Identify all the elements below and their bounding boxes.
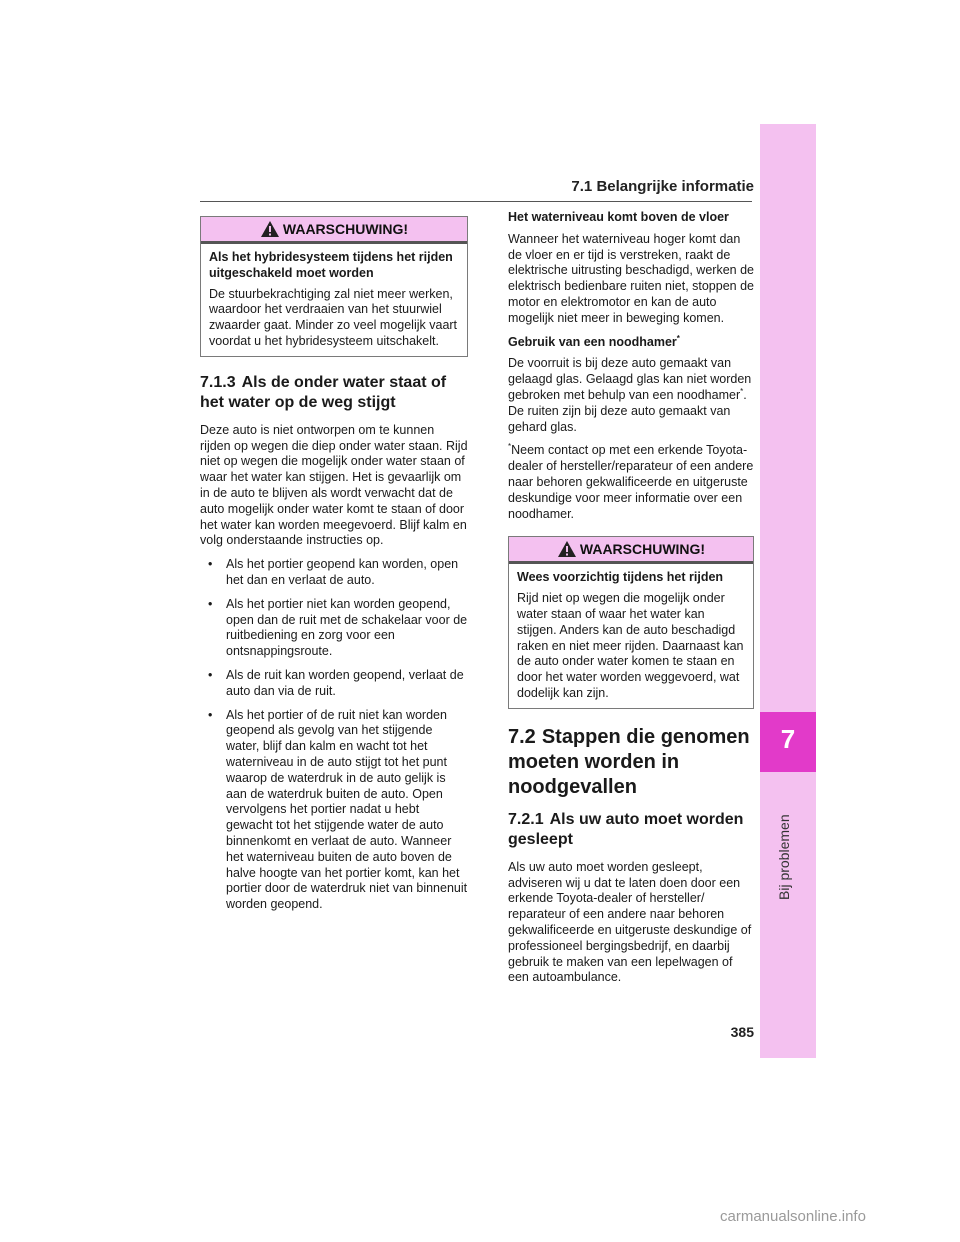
warning-box (508, 536, 754, 708)
header-divider (200, 201, 752, 202)
section-title: Als de onder water staat of het water op de weg stijgt (200, 373, 447, 411)
warning-body (509, 564, 753, 707)
hammer-text: De voorruit is bij deze auto gemaakt van gelaagd glas. Gelaagd glas kan niet worden gebroken met behulp van een noodhamer*. De ruiten zijn bij deze auto gemaakt van gehard glas. (508, 356, 752, 434)
left-column (200, 216, 468, 921)
warning-triangle-icon (260, 220, 280, 238)
warning-text: De stuurbekrachtiging zal niet meer werken, waardoor het verdraaien van het stuurwiel zwaarder gaat. Minder zo veel mogelijk vaart voordat u het hybridesysteem uitschakelt. (209, 286, 458, 348)
chapter-tab (760, 124, 816, 1058)
chapter-number: 7 (780, 724, 796, 754)
warning-box (200, 216, 468, 357)
warning-header (201, 217, 467, 244)
water-level-text: Wanneer het waterniveau hoger komt dan de vloer en er tijd is verstreken, raakt de elektrische uitrusting beschadigd, werken de elektrisch bedienbare ruiten niet, stoppen de motor en elektromotor en kan de auto mogelijk niet meer in beweging komen. (508, 231, 754, 325)
list-item: • Als de ruit kan worden geopend, verlaat de auto dan via de ruit. (208, 667, 464, 698)
hammer-footnote: *Neem contact op met een erkende Toyota-dealer of hersteller/reparateur of een andere naar behoren gekwalificeerde en uitgeruste deskundige voor meer informatie over een noodhamer. (508, 442, 754, 521)
warning-subtitle: Wees voorzichtig tijdens het rijden (517, 570, 724, 585)
section-number: 7.2 (508, 725, 536, 748)
warning-label: WAARSCHUWING! (282, 221, 409, 237)
section-text: Als uw auto moet worden gesleept, adviseren wij u dat te laten doen door een erkende Toyota-dealer of hersteller/ reparateur of een andere naar behoren gekwalificeerde en uitgeruste deskundige of professioneel bergingsbedrijf, en daarbij gebruik te maken van een lepelwagen of een autoambulance. (508, 859, 752, 985)
warning-header (509, 537, 753, 564)
chapter-label: Bij problemen (776, 814, 792, 900)
section-title: Stappen die genomen moeten worden in noodgevallen (508, 725, 750, 798)
warning-triangle-icon (557, 540, 577, 558)
list-item: • Als het portier geopend kan worden, open het dan en verlaat de auto. (208, 557, 459, 587)
hammer-subtitle: Gebruik van een noodhamer* (508, 333, 680, 349)
watermark: carmanualsonline.info (720, 1208, 866, 1225)
page-number: 385 (730, 1024, 754, 1040)
right-column (508, 210, 754, 994)
warning-body (201, 244, 467, 356)
list-item: • Als het portier niet kan worden geopend, open dan de ruit met de schakelaar voor de ruitbediening en zorg voor een ontsnappingsroute. (208, 596, 468, 659)
section-title: Als uw auto moet worden gesleept (508, 810, 744, 848)
instruction-list (200, 557, 468, 913)
section-heading-7-1-3 (200, 373, 468, 413)
water-level-subtitle: Het waterniveau komt boven de vloer (508, 210, 729, 224)
section-heading-7-2-1 (508, 810, 754, 850)
list-item: • Als het portier of de ruit niet kan worden geopend als gevolg van het stijgende water, blijf dan kalm en wacht tot het waterniveau in de auto stijgt tot het punt waarop de waterdruk in de auto gelijk is aan de waterdruk buiten de auto. Open vervolgens het portier nadat u hebt gewacht tot het stijgende water de auto binnenkomt en verlaat de auto. Wanneer het waterniveau buiten de auto boven de halve hoogte van het portier komt, kan het portier door de waterdruk niet van binnenuit worden geopend. (208, 707, 468, 912)
section-heading-7-2 (508, 725, 754, 800)
section-number: 7.1.3 (200, 373, 236, 391)
section-intro: Deze auto is niet ontworpen om te kunnen rijden op wegen die diep onder water staan. Rijd niet op wegen die mogelijk onder water staan of waar het water kan stijgen. Het is gevaarlijk om in de auto te blijven als wordt verwacht dat de auto mogelijk onder water komt te staan of door het water kan worden meegevoerd. Blijf kalm en volg onderstaande instructies op. (200, 422, 468, 548)
warning-subtitle: Als het hybridesysteem tijdens het rijden uitgeschakeld moet worden (209, 250, 453, 280)
section-header-title: 7.1 Belangrijke informatie (571, 178, 754, 195)
section-number: 7.2.1 (508, 810, 544, 828)
warning-label: WAARSCHUWING! (579, 541, 706, 558)
warning-text: Rijd niet op wegen die mogelijk onder water staan of waar het water kan stijgen. Anders kan de auto beschadigd raken en niet meer rijden. Daarnaast kan de auto onder water komen te staan en door het water worden weggevoerd, wat dodelijk kan zijn. (517, 591, 744, 700)
